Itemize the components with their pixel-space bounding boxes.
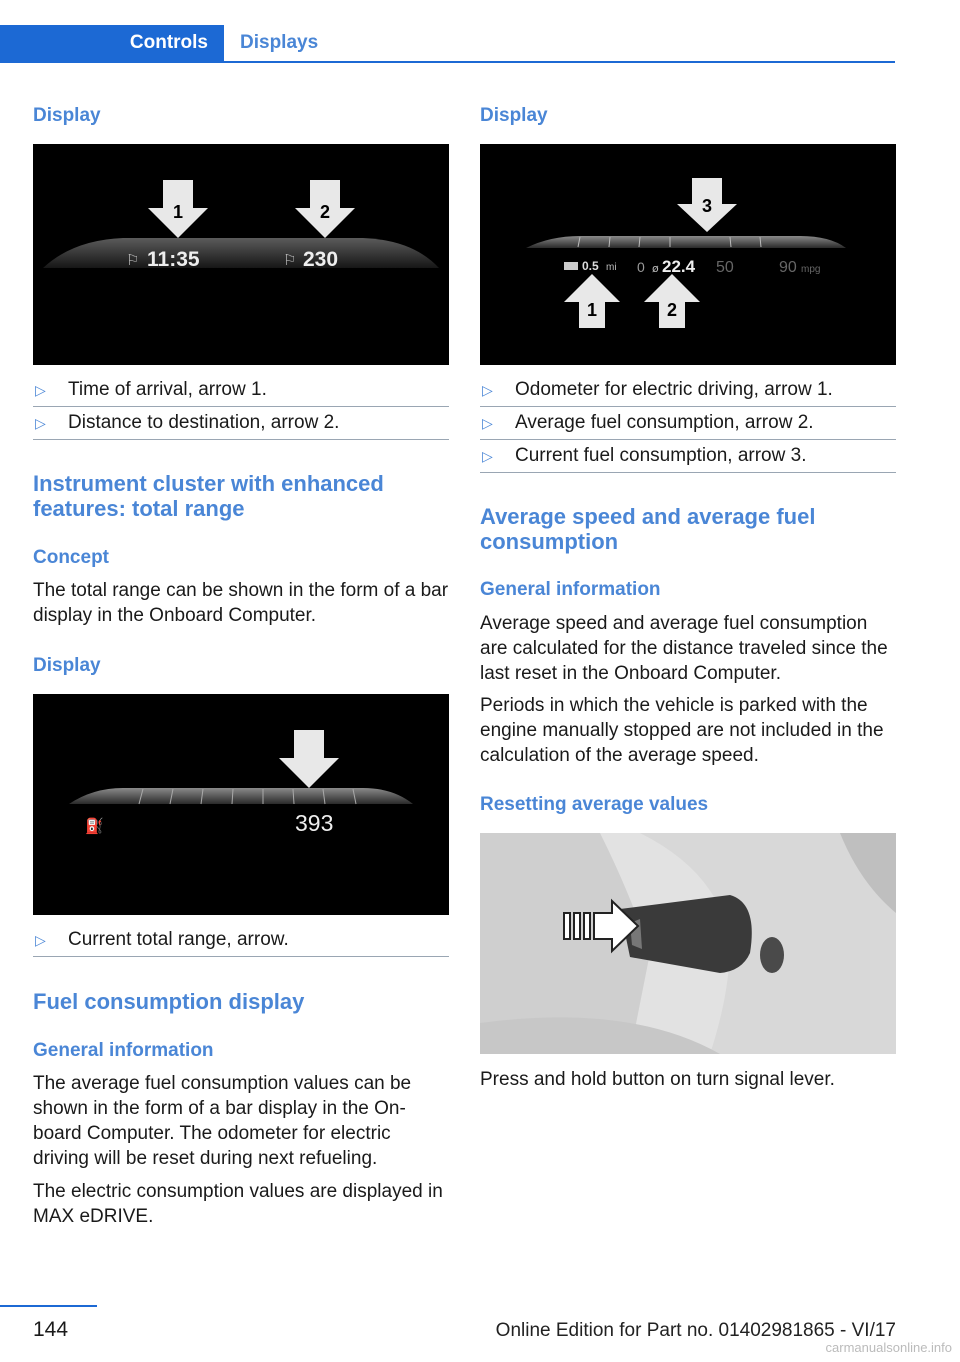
general-info-heading: General information	[480, 579, 661, 600]
total-range-value: 393	[295, 810, 334, 836]
odometer-value: 0.5	[582, 259, 599, 273]
section-heading-average: Average speed and average fuel consumption	[480, 504, 816, 554]
arrow-2-label: 2	[666, 300, 678, 320]
flag-icon: ⚐	[126, 251, 140, 269]
arrival-time-value: 11:35	[147, 248, 200, 271]
total-range-figure	[33, 694, 449, 915]
scale-zero: 0	[637, 259, 645, 275]
average-consumption-value: 22.4	[662, 257, 696, 276]
triangle-bullet-icon: ▷	[482, 381, 493, 398]
average-info-text: Average speed and average fuel consumption are calculated for the distance traveled since the last reset in the Onboard Computer.	[480, 613, 888, 684]
section-heading-total-range: Instrument cluster with enhanced features: total range	[33, 471, 384, 521]
concept-text: The total range can be shown in the form of a bar display in the Onboard Computer.	[33, 580, 449, 626]
display-heading: Display	[480, 105, 548, 126]
list-item: ▷ Time of arrival, arrow 1.	[33, 374, 449, 407]
fuel-electric-icon: ⛽	[85, 817, 104, 835]
scale-fifty: 50	[716, 259, 734, 276]
triangle-bullet-icon: ▷	[35, 931, 46, 948]
average-symbol: ø	[652, 262, 659, 275]
watermark: carmanualsonline.info	[825, 1340, 952, 1355]
footer-rule	[0, 1305, 97, 1307]
bullet-list-range	[33, 924, 449, 957]
triangle-bullet-icon: ▷	[482, 414, 493, 431]
list-item: ▷ Current total range, arrow.	[33, 924, 449, 957]
reset-heading: Resetting average values	[480, 794, 709, 815]
tab-controls[interactable]: Controls	[0, 25, 224, 61]
display-heading: Display	[33, 105, 101, 126]
turn-signal-lever-figure	[480, 833, 896, 1054]
flag-icon: ⚐	[283, 251, 297, 269]
distance-value: 230	[303, 248, 339, 271]
scale-ninety: 90	[779, 259, 797, 276]
triangle-bullet-icon: ▷	[35, 414, 46, 431]
list-item: ▷ Distance to destination, arrow 2.	[33, 407, 449, 440]
list-item: ▷ Current fuel consumption, arrow 3.	[480, 440, 896, 473]
tab-displays[interactable]: Displays	[240, 32, 319, 53]
page-number: 144	[33, 1318, 69, 1341]
triangle-bullet-icon: ▷	[482, 447, 493, 464]
triangle-bullet-icon: ▷	[35, 381, 46, 398]
odometer-unit: mi	[606, 262, 617, 273]
tab-bar	[0, 25, 895, 63]
bullet-list-arrival	[33, 374, 449, 440]
display-heading: Display	[33, 655, 101, 676]
arrow-3-label: 3	[701, 196, 713, 216]
electric-consumption-text: The electric consumption values are displayed in MAX eDRIVE.	[33, 1181, 443, 1227]
arrow-1-label: 1	[586, 300, 598, 320]
list-item: ▷ Odometer for electric driving, arrow 1.	[480, 374, 896, 407]
arrow-1-label: 1	[172, 202, 184, 222]
arrow-icon	[279, 730, 339, 788]
general-info-text: The average fuel consumption values can be shown in the form of a bar display in the On‐board Computer. The odometer for electric driving will be reset during next refueling.	[33, 1073, 412, 1169]
bullet-list-consumption	[480, 374, 896, 473]
arrival-distance-figure	[33, 144, 449, 365]
ev-icon	[564, 262, 578, 270]
fuel-consumption-figure	[480, 144, 896, 365]
general-info-heading: General information	[33, 1040, 214, 1061]
section-heading-fuel: Fuel consumption display	[33, 989, 305, 1014]
concept-heading: Concept	[33, 547, 109, 568]
parked-periods-text: Periods in which the vehicle is parked with the engine manually stopped are not included in the calculation of the average speed.	[480, 695, 884, 766]
consumption-unit: mpg	[801, 264, 821, 275]
list-item: ▷ Average fuel consumption, arrow 2.	[480, 407, 896, 440]
reset-caption: Press and hold button on turn signal lever.	[480, 1069, 835, 1090]
edition-text: Online Edition for Part no. 01402981865 - VI/17	[495, 1320, 896, 1341]
arrow-2-label: 2	[319, 202, 331, 222]
